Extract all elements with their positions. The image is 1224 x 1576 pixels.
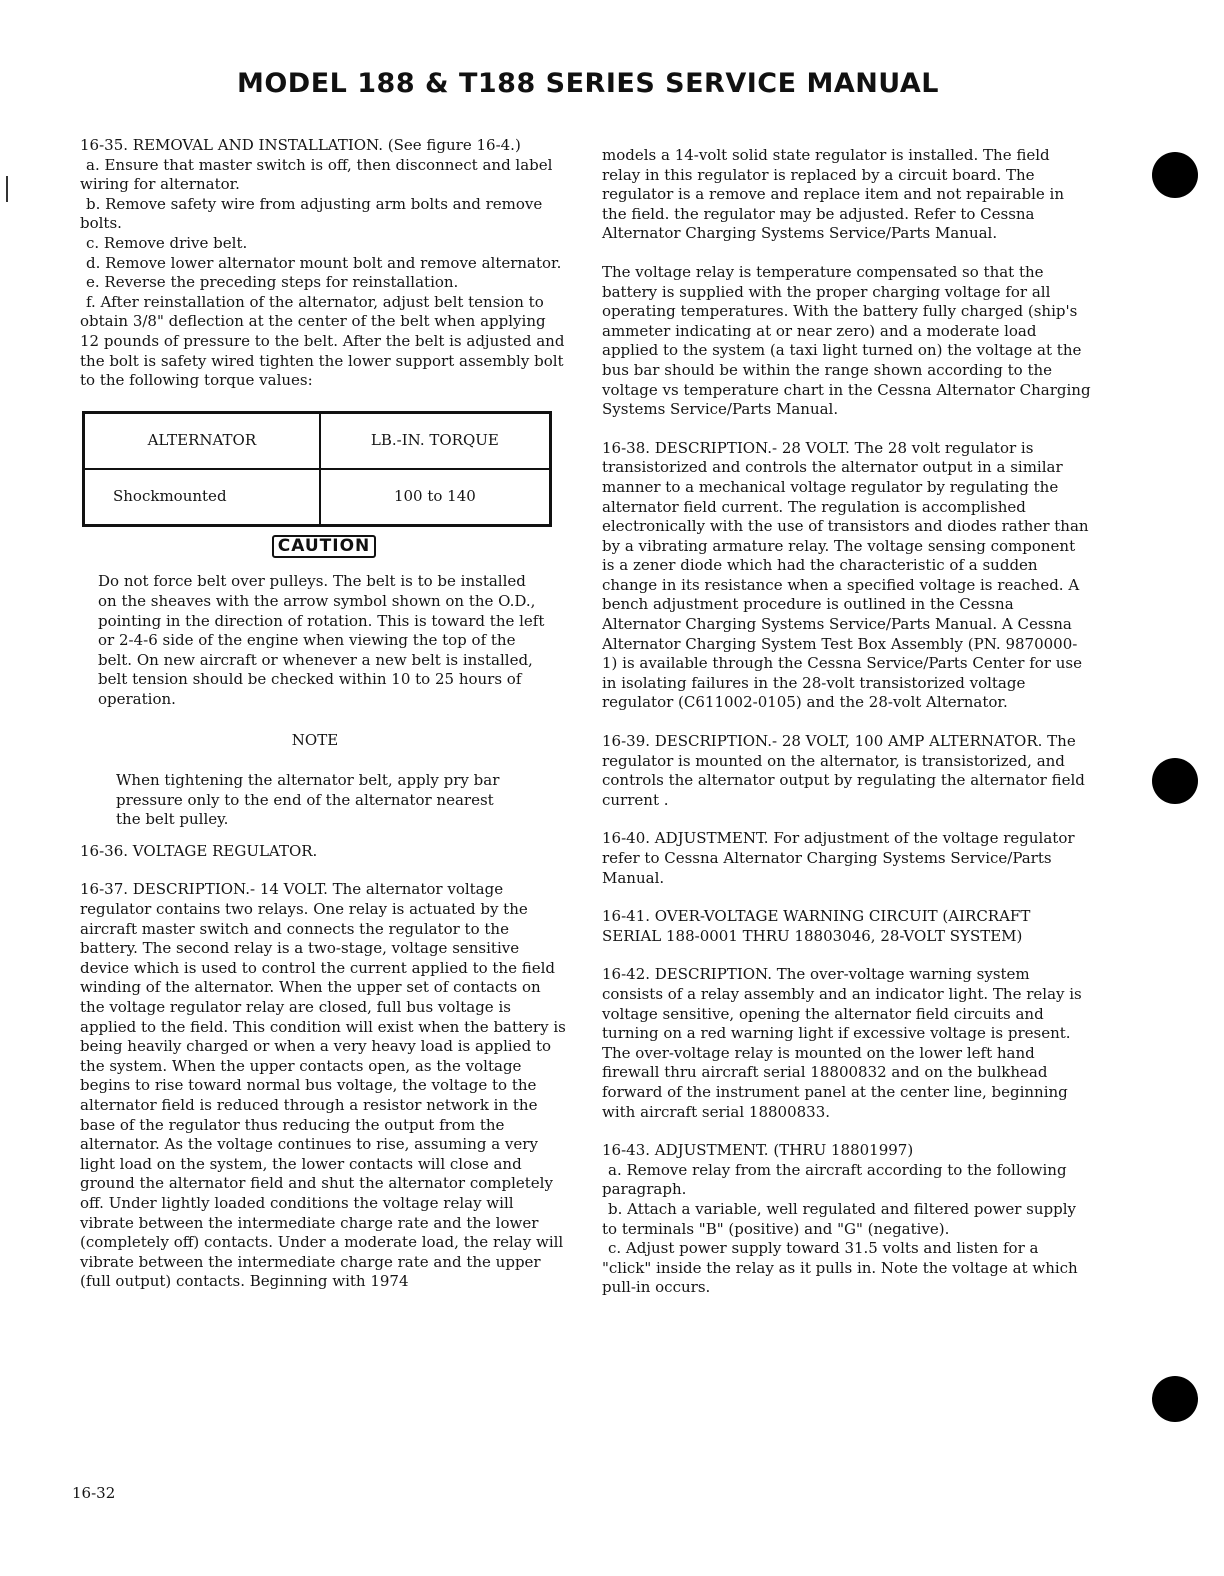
table-cell: 100 to 140 bbox=[320, 469, 551, 526]
section-16-35-heading: 16-35. REMOVAL AND INSTALLATION. (See figure 16-4.) bbox=[80, 136, 521, 154]
table-row bbox=[84, 469, 551, 526]
section-16-36-heading: 16-36. VOLTAGE REGULATOR. bbox=[80, 841, 318, 860]
margin-mark bbox=[6, 176, 8, 202]
step-a: a. Ensure that master switch is off, then disconnect and label wiring for alternator. bbox=[80, 155, 553, 194]
paragraph-temperature: The voltage relay is temperature compensated so that the battery is supplied with the proper charging voltage for all operating temperatures. With the battery fully charged (ship's ammeter indicating at or near zero) and a moderate load applied to the system (a taxi light turned on) the voltage at the bus bar should be within the range shown according to the voltage vs temperature chart in the Cessna Alternator Charging Systems Service/Parts Manual. bbox=[602, 262, 1091, 419]
page-number: 16-32 bbox=[72, 1484, 116, 1502]
step-b: b. Remove safety wire from adjusting arm bolts and remove bolts. bbox=[80, 194, 543, 233]
table-cell: Shockmounted bbox=[84, 469, 320, 526]
note-label: NOTE bbox=[291, 731, 339, 750]
step-f: f. After reinstallation of the alternator, adjust belt tension to obtain 3/8" deflection at the center of the belt when applying 12 pounds of pressure to the belt. After the belt is adjusted and the bolt is safety wired tighten the lower support assembly bolt to the following torque values: bbox=[80, 292, 565, 390]
section-16-42-text: 16-42. DESCRIPTION. The over-voltage warning system consists of a relay assembly and an indicator light. The relay is voltage sensitive, opening the alternator field circuits and turning on a red warning light if excessive voltage is present. The over-voltage relay is mounted on the lower left hand firewall thru aircraft serial 18800832 and on the bulkhead forward of the instrument panel at the center line, beginning with aircraft serial 18800833. bbox=[602, 965, 1082, 1121]
step-c: c. Remove drive belt. bbox=[86, 233, 248, 252]
step-a: a. Remove relay from the aircraft according to the following paragraph. bbox=[602, 1160, 1067, 1199]
left-column bbox=[80, 136, 568, 1292]
table-header-cell: LB.-IN. TORQUE bbox=[320, 412, 551, 469]
table-header-row bbox=[84, 412, 551, 469]
table-header-cell: ALTERNATOR bbox=[84, 412, 320, 469]
page-title: MODEL 188 & T188 SERIES SERVICE MANUAL bbox=[236, 68, 939, 99]
binder-hole-bottom bbox=[1152, 1376, 1198, 1422]
caution-text: Do not force belt over pulleys. The belt is to be installed on the sheaves with the arrow symbol shown on the O.D., pointing in the direction of rotation. This is toward the left or 2-4-6 side of the engine when viewing the top of the belt. On new aircraft or whenever a new belt is installed, belt tension should be checked within 10 to 25 hours of operation. bbox=[98, 572, 545, 708]
step-b: b. Attach a variable, well regulated and filtered power supply to terminals "B" (positive) and "G" (negative). bbox=[602, 1199, 1077, 1238]
step-d: d. Remove lower alternator mount bolt and remove alternator. bbox=[86, 253, 562, 272]
caution-label-wrap bbox=[80, 535, 568, 559]
torque-table bbox=[82, 411, 552, 527]
step-e: e. Reverse the preceding steps for reinstallation. bbox=[86, 273, 459, 292]
section-16-43-heading: 16-43. ADJUSTMENT. (THRU 18801997) bbox=[602, 1141, 914, 1160]
section-16-37-text: 16-37. DESCRIPTION.- 14 VOLT. The alternator voltage regulator contains two relays. One relay is actuated by the aircraft master switch and connects the regulator to the battery. The second relay is a two-stage, voltage sensitive device which is used to control the current applied to the field winding of the alternator. When the upper set of contacts on the voltage regulator relay are closed, full bus voltage is applied to the field. This condition will exist when the battery is being heavily charged or when a very heavy load is applied to the system. When the upper contacts open, as the voltage begins to rise toward normal bus voltage, the voltage to the alternator field is reduced through a resistor network in the base of the regulator thus reducing the output from the alternator. As the voltage continues to rise, assuming a very light load on the system, the lower contacts will close and ground the alternator field and shut the alternator completely off. Under lightly loaded conditions the voltage relay will vibrate between the intermediate charge rate and the lower (completely off) contacts. Under a moderate load, the relay will vibrate between the intermediate charge rate and the upper (full output) contacts. Beginning with 1974 bbox=[80, 880, 566, 1291]
section-16-39-text: 16-39. DESCRIPTION.- 28 VOLT, 100 AMP ALTERNATOR. The regulator is mounted on the alternator, is transistorized, and controls the alternator output by regulating the alternator field current . bbox=[602, 732, 1085, 809]
right-column bbox=[602, 146, 1092, 1298]
binder-hole-middle bbox=[1152, 758, 1198, 804]
step-c: c. Adjust power supply toward 31.5 volts and listen for a "click" inside the relay as it pulls in. Note the voltage at which pull-in occurs. bbox=[602, 1239, 1078, 1297]
note-text: When tightening the alternator belt, apply pry bar pressure only to the end of the alternator nearest the belt pulley. bbox=[116, 771, 500, 829]
caution-label: CAUTION bbox=[272, 535, 377, 559]
binder-hole-top bbox=[1152, 152, 1198, 198]
section-16-40-text: 16-40. ADJUSTMENT. For adjustment of the voltage regulator refer to Cessna Alternator Charging Systems Service/Parts Manual. bbox=[602, 829, 1075, 887]
paragraph-14v-solid-state: models a 14-volt solid state regulator is installed. The field relay in this regulator is replaced by a circuit board. The regulator is a remove and replace item and not repairable in the field. the regulator may be adjusted. Refer to Cessna Alternator Charging Systems Service/Parts Manual. bbox=[602, 146, 1065, 243]
section-16-41-heading: 16-41. OVER-VOLTAGE WARNING CIRCUIT (AIRCRAFT SERIAL 188-0001 THRU 18803046, 28-VOLT SYSTEM) bbox=[602, 907, 1031, 945]
section-16-38-text: 16-38. DESCRIPTION.- 28 VOLT. The 28 volt regulator is transistorized and controls the alternator output in a similar manner to a mechanical voltage regulator by regulating the alternator field current. The regulation is accomplished electronically with the use of transistors and diodes rather than by a vibrating armature relay. The voltage sensing component is a zener diode which had the characteristic of a sudden change in its resistance when a specified voltage is reached. A bench adjustment procedure is outlined in the Cessna Alternator Charging Systems Service/Parts Manual. A Cessna Alternator Charging System Test Box Assembly (PN. 9870000-1) is available through the Cessna Service/Parts Center for use in isolating failures in the 28-volt transistorized voltage regulator (C611002-0105) and the 28-volt Alternator. bbox=[602, 438, 1089, 712]
